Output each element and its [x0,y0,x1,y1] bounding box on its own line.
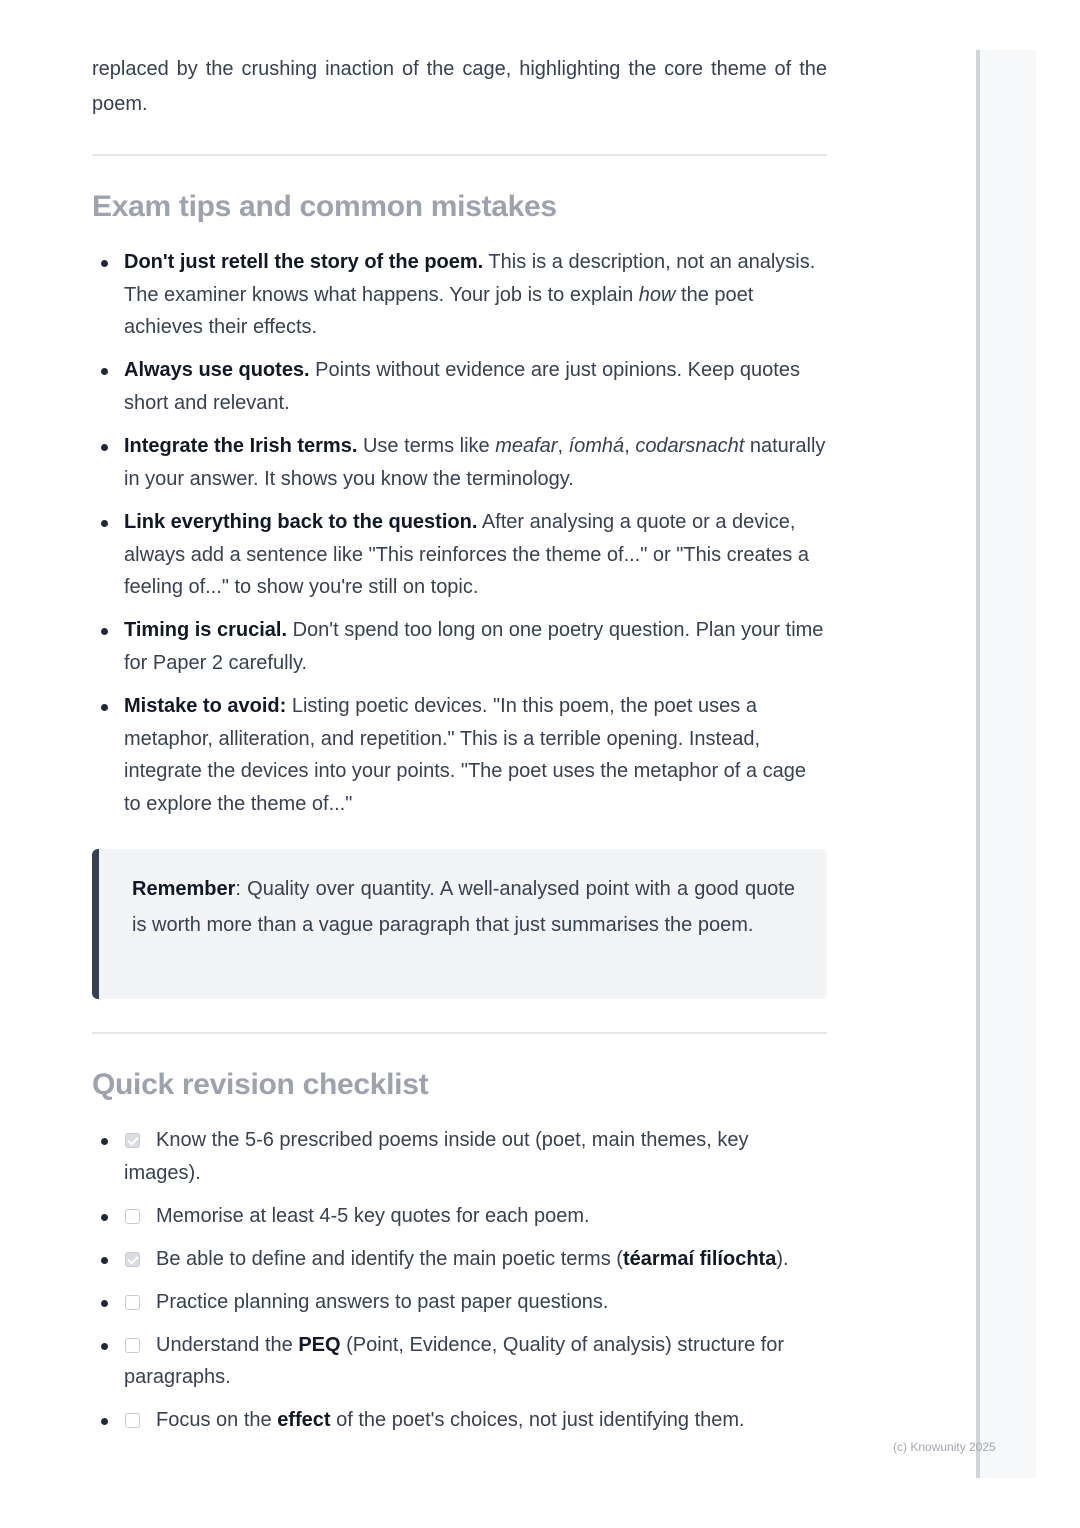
irish-term: meafar [495,435,558,458]
list-item [92,354,827,419]
checklist-text: Focus on the [156,1409,278,1432]
tip-title: Mistake to avoid: [124,694,287,717]
divider [92,154,827,156]
copyright-footer: (c) Knowunity 2025 [893,1440,996,1454]
list-item [92,690,827,821]
exam-tips-heading: Exam tips and common mistakes [92,190,557,223]
tip-title: Timing is crucial. [124,619,288,642]
tip-text: This is a description, not an analysis. The examiner knows what happens. Your job is to explain [124,251,816,306]
remember-callout [92,849,827,999]
checklist-item [92,1243,827,1276]
tip-title: Always use quotes. [124,359,310,382]
tip-text: Points without evidence are just opinions. Keep quotes short and relevant. [124,359,800,415]
exam-tips-list [92,246,827,831]
checkbox-checked[interactable] [125,1252,140,1267]
list-item [92,430,827,495]
tip-text: naturally in your answer. It shows you know the terminology. [124,435,826,490]
callout-label: Remember [132,878,236,900]
list-item [92,506,827,604]
callout-text [132,871,795,943]
checklist-text: Know the 5-6 prescribed poems inside out (poet, main themes, key images). [124,1129,749,1184]
tip-text: After analysing a quote or a device, always add a sentence like "This reinforces the theme of..." or "This creates a feeling of..." to show you're still on topic. [124,510,809,599]
checklist-item [92,1404,827,1437]
checklist-emphasis: PEQ [298,1333,341,1356]
tip-text: Don't spend too long on one poetry question. Plan your time for Paper 2 carefully. [124,619,824,674]
tip-text: , [557,435,569,458]
checkbox[interactable] [125,1295,140,1310]
checklist-text: ). [776,1247,789,1270]
tip-text: the poet achieves their effects. [124,283,754,339]
list-item [92,614,827,679]
callout-body: : Quality over quantity. A well-analysed point with a good quote is worth more than a vague paragraph that just summarises the poem. [132,878,795,936]
revision-checklist [92,1124,827,1447]
tip-title: Integrate the Irish terms. [124,435,358,458]
checklist-text: Memorise at least 4-5 key quotes for each poem. [156,1204,590,1227]
checklist-text: Be able to define and identify the main poetic terms ( [156,1247,623,1270]
checkbox[interactable] [125,1338,140,1353]
tip-title: Link everything back to the question. [124,510,478,533]
checklist-text: Practice planning answers to past paper questions. [156,1290,609,1313]
checklist-emphasis: téarmaí filíochta [622,1247,777,1270]
intro-paragraph: replaced by the crushing inaction of the cage, highlighting the core theme of the poem. [92,58,827,115]
tip-text: , [624,435,636,458]
side-panel [976,50,1036,1478]
checklist-item [92,1329,827,1394]
checklist-item [92,1200,827,1233]
checklist-item [92,1286,827,1319]
tip-title: Don't just retell the story of the poem. [124,251,484,273]
checklist-text: (Point, Evidence, Quality of analysis) structure for paragraphs. [124,1333,785,1389]
list-item [92,246,827,344]
checkbox[interactable] [125,1209,140,1224]
checklist-text: Understand the [156,1333,299,1356]
tip-text: Use terms like [357,435,496,458]
checklist-emphasis: effect [277,1409,331,1432]
checklist-item [92,1124,827,1189]
divider [92,1032,827,1034]
checkbox-checked[interactable] [125,1133,140,1148]
tip-emphasis: how [638,283,676,306]
checkbox[interactable] [125,1413,140,1428]
irish-term: codarsnacht [635,435,745,458]
irish-term: íomhá [568,435,625,458]
tip-text: Listing poetic devices. "In this poem, the poet uses a metaphor, alliteration, and repetition." This is a terrible opening. Instead, integrate the devices into your points. "The poet uses the metaphor of a cage to explore the theme of..." [124,694,806,816]
checklist-text: of the poet's choices, not just identifying them. [330,1409,745,1432]
checklist-heading: Quick revision checklist [92,1068,429,1101]
